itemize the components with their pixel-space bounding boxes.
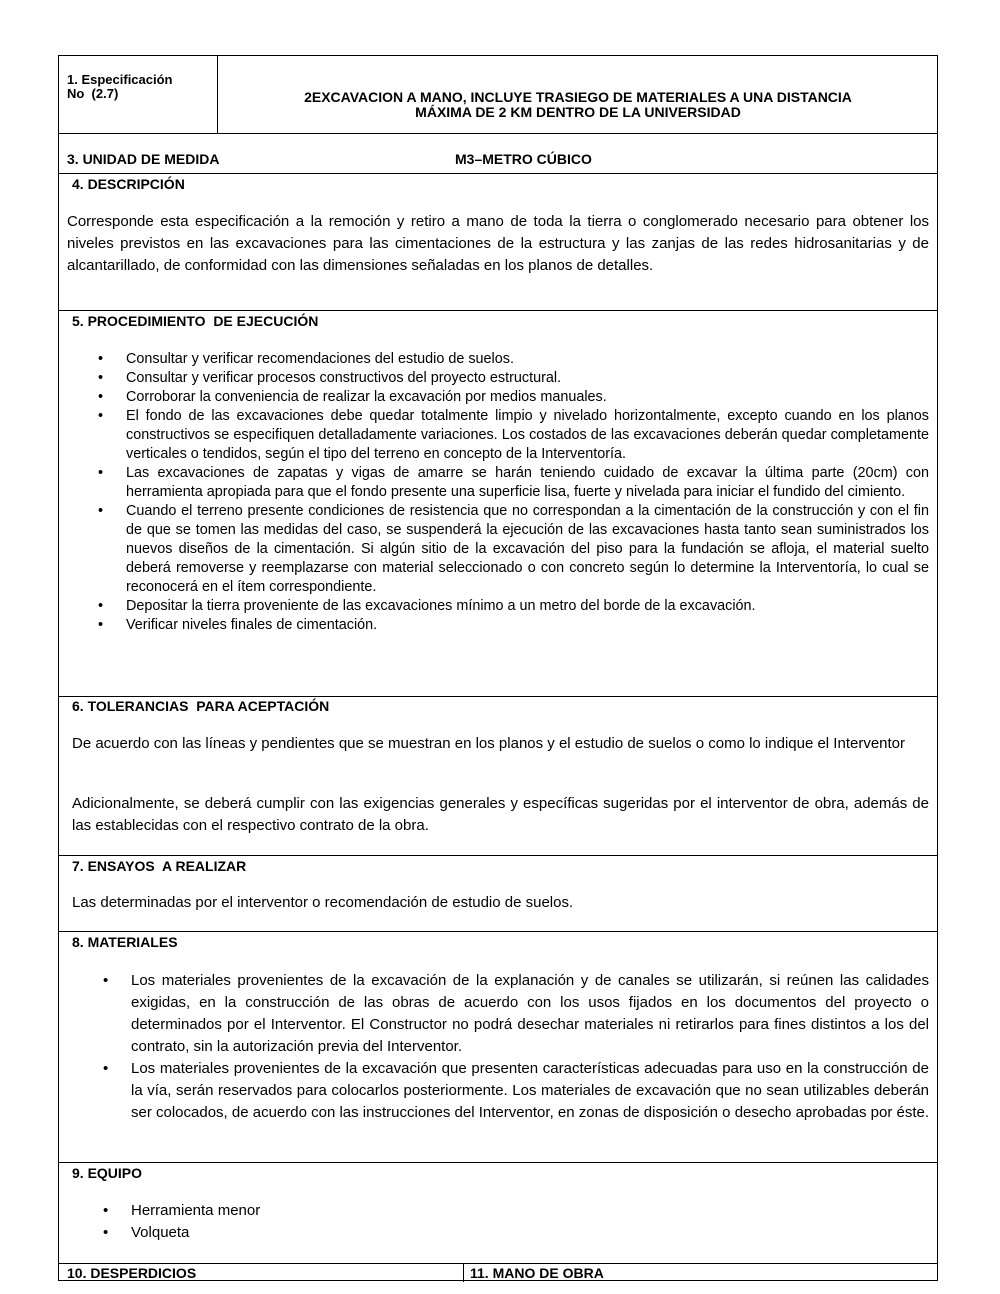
- unit-label: 3. UNIDAD DE MEDIDA: [67, 151, 220, 167]
- spec-number: [67, 73, 215, 101]
- procedure-list: [98, 350, 929, 635]
- list-item: [98, 350, 929, 369]
- column-divider: [463, 1263, 464, 1282]
- description-title: 4. DESCRIPCIÓN: [72, 176, 185, 192]
- bullet-icon: •: [98, 598, 104, 614]
- list-item-text: Los materiales provenientes de la excavación que presenten características adecuadas para uso en la construcción de la vía, serán reservados para colocarlos posteriormente. Los materiales de excavación que no sean utilizables deberán ser colocados, de acuerdo con las instrucciones del Interventor, en zonas de disposición o desecho aprobadas por éste.: [131, 1060, 929, 1121]
- bullet-icon: •: [98, 351, 104, 367]
- list-item: [103, 970, 929, 1058]
- bullet-icon: •: [98, 617, 104, 633]
- spec-title-line1: 2EXCAVACION A MANO, INCLUYE TRASIEGO DE MATERIALES A UNA DISTANCIA: [304, 89, 852, 105]
- list-item: [98, 369, 929, 388]
- list-item-text: Consultar y verificar procesos constructivos del proyecto estructural.: [126, 370, 562, 386]
- labor-label: 11. MANO DE OBRA: [470, 1265, 604, 1281]
- list-item: [98, 388, 929, 407]
- row-divider: [59, 1162, 937, 1163]
- tolerances-para-2: Adicionalmente, se deberá cumplir con las exigencias generales y específicas sugeridas por el interventor de obra, además de las establecidas con el respectivo contrato de la obra.: [72, 795, 929, 834]
- bullet-icon: •: [98, 465, 104, 481]
- list-item: [103, 1200, 929, 1222]
- tests-title: 7. ENSAYOS A REALIZAR: [72, 858, 247, 874]
- spec-title-line2: MÁXIMA DE 2 KM DENTRO DE LA UNIVERSIDAD: [415, 104, 741, 120]
- bullet-icon: •: [98, 503, 104, 519]
- list-item-text: Las excavaciones de zapatas y vigas de amarre se harán teniendo cuidado de excavar la última parte (20cm) con herramienta apropiada para que el fondo presente una superficie lisa, fuerte y nivelada para iniciar el fundido del cimiento.: [126, 465, 929, 500]
- spec-label: 1. Especificación: [67, 72, 173, 87]
- list-item: [98, 464, 929, 502]
- list-item: [98, 616, 929, 635]
- spec-title: [219, 90, 937, 120]
- procedure-title: 5. PROCEDIMIENTO DE EJECUCIÓN: [72, 313, 319, 329]
- list-item-text: Corroborar la conveniencia de realizar la excavación por medios manuales.: [126, 389, 607, 405]
- row-divider: [59, 173, 937, 174]
- list-item-text: Verificar niveles finales de cimentación.: [126, 617, 378, 633]
- list-item-text: Herramienta menor: [131, 1202, 261, 1219]
- equipment-list: [103, 1200, 929, 1244]
- row-divider: [59, 1263, 937, 1264]
- tolerances-title: 6. TOLERANCIAS PARA ACEPTACIÓN: [72, 698, 330, 714]
- unit-value: M3–METRO CÚBICO: [455, 151, 592, 167]
- equipment-title: 9. EQUIPO: [72, 1165, 143, 1181]
- list-item-text: Depositar la tierra proveniente de las excavaciones mínimo a un metro del borde de la excavación.: [126, 598, 756, 614]
- bullet-icon: •: [103, 1060, 109, 1077]
- list-item: [98, 597, 929, 616]
- row-divider: [59, 133, 937, 134]
- waste-label: 10. DESPERDICIOS: [67, 1265, 197, 1281]
- list-item: [98, 407, 929, 464]
- list-item: [103, 1222, 929, 1244]
- list-item: [103, 1058, 929, 1124]
- bullet-icon: •: [98, 370, 104, 386]
- list-item-text: Consultar y verificar recomendaciones del estudio de suelos.: [126, 351, 514, 367]
- description-text: Corresponde esta especificación a la remoción y retiro a mano de toda la tierra o conglomerado necesario para obtener los niveles previstos en las excavaciones para las cimentaciones de la estructura y las zanjas de las redes hidrosanitarias y de alcantarillado, de conformidad con las dimensiones señaladas en los planos de detalles.: [67, 213, 929, 274]
- bullet-icon: •: [98, 408, 104, 424]
- row-divider: [59, 855, 937, 856]
- row-divider: [59, 310, 937, 311]
- bullet-icon: •: [103, 1224, 109, 1241]
- bullet-icon: •: [103, 1202, 109, 1219]
- list-item: [98, 502, 929, 597]
- bullet-icon: •: [98, 389, 104, 405]
- materials-title: 8. MATERIALES: [72, 934, 178, 950]
- tests-text: Las determinadas por el interventor o recomendación de estudio de suelos.: [72, 894, 574, 911]
- spec-table: [58, 55, 938, 1281]
- row-divider: [59, 696, 937, 697]
- row-divider: [59, 931, 937, 932]
- materials-list: [103, 970, 929, 1124]
- list-item-text: Volqueta: [131, 1224, 190, 1241]
- tolerances-para-1: De acuerdo con las líneas y pendientes que se muestran en los planos y el estudio de suelos o como lo indique el Interventor: [72, 735, 906, 752]
- list-item-text: Cuando el terreno presente condiciones de resistencia que no correspondan a la cimentación de la construcción y con el fin de que se tomen las medidas del caso, se suspenderá la ejecución de las excavaciones hasta tanto sean suministrados los nuevos diseños de la cimentación. Si algún sitio de la excavación del piso para la fundación se afloja, el material suelto deberá removerse y reemplazarse con material seleccionado o con concreto según lo determine la Interventoría, lo cual se reconocerá en el ítem correspondiente.: [126, 503, 929, 595]
- list-item-text: El fondo de las excavaciones debe quedar totalmente limpio y nivelado horizontalmente, excepto cuando en los planos constructivos se especifiquen detalladamente variaciones. Los costados de las excavaciones deberán quedar completamente verticales o tendidos, según el tipo del terreno en concepto de la Interventoría.: [126, 408, 929, 462]
- bullet-icon: •: [103, 972, 109, 989]
- column-divider: [217, 56, 218, 133]
- list-item-text: Los materiales provenientes de la excavación de la explanación y de canales se utilizarán, si reúnen las calidades exigidas, en la construcción de las obras de acuerdo con los usos fijados en los documentos del proyecto o determinados por el Interventor. El Constructor no podrá desechar materiales ni retirarlos para fines distintos a los del contrato, sin la autorización previa del Interventor.: [131, 972, 929, 1055]
- spec-no: No (2.7): [67, 86, 119, 101]
